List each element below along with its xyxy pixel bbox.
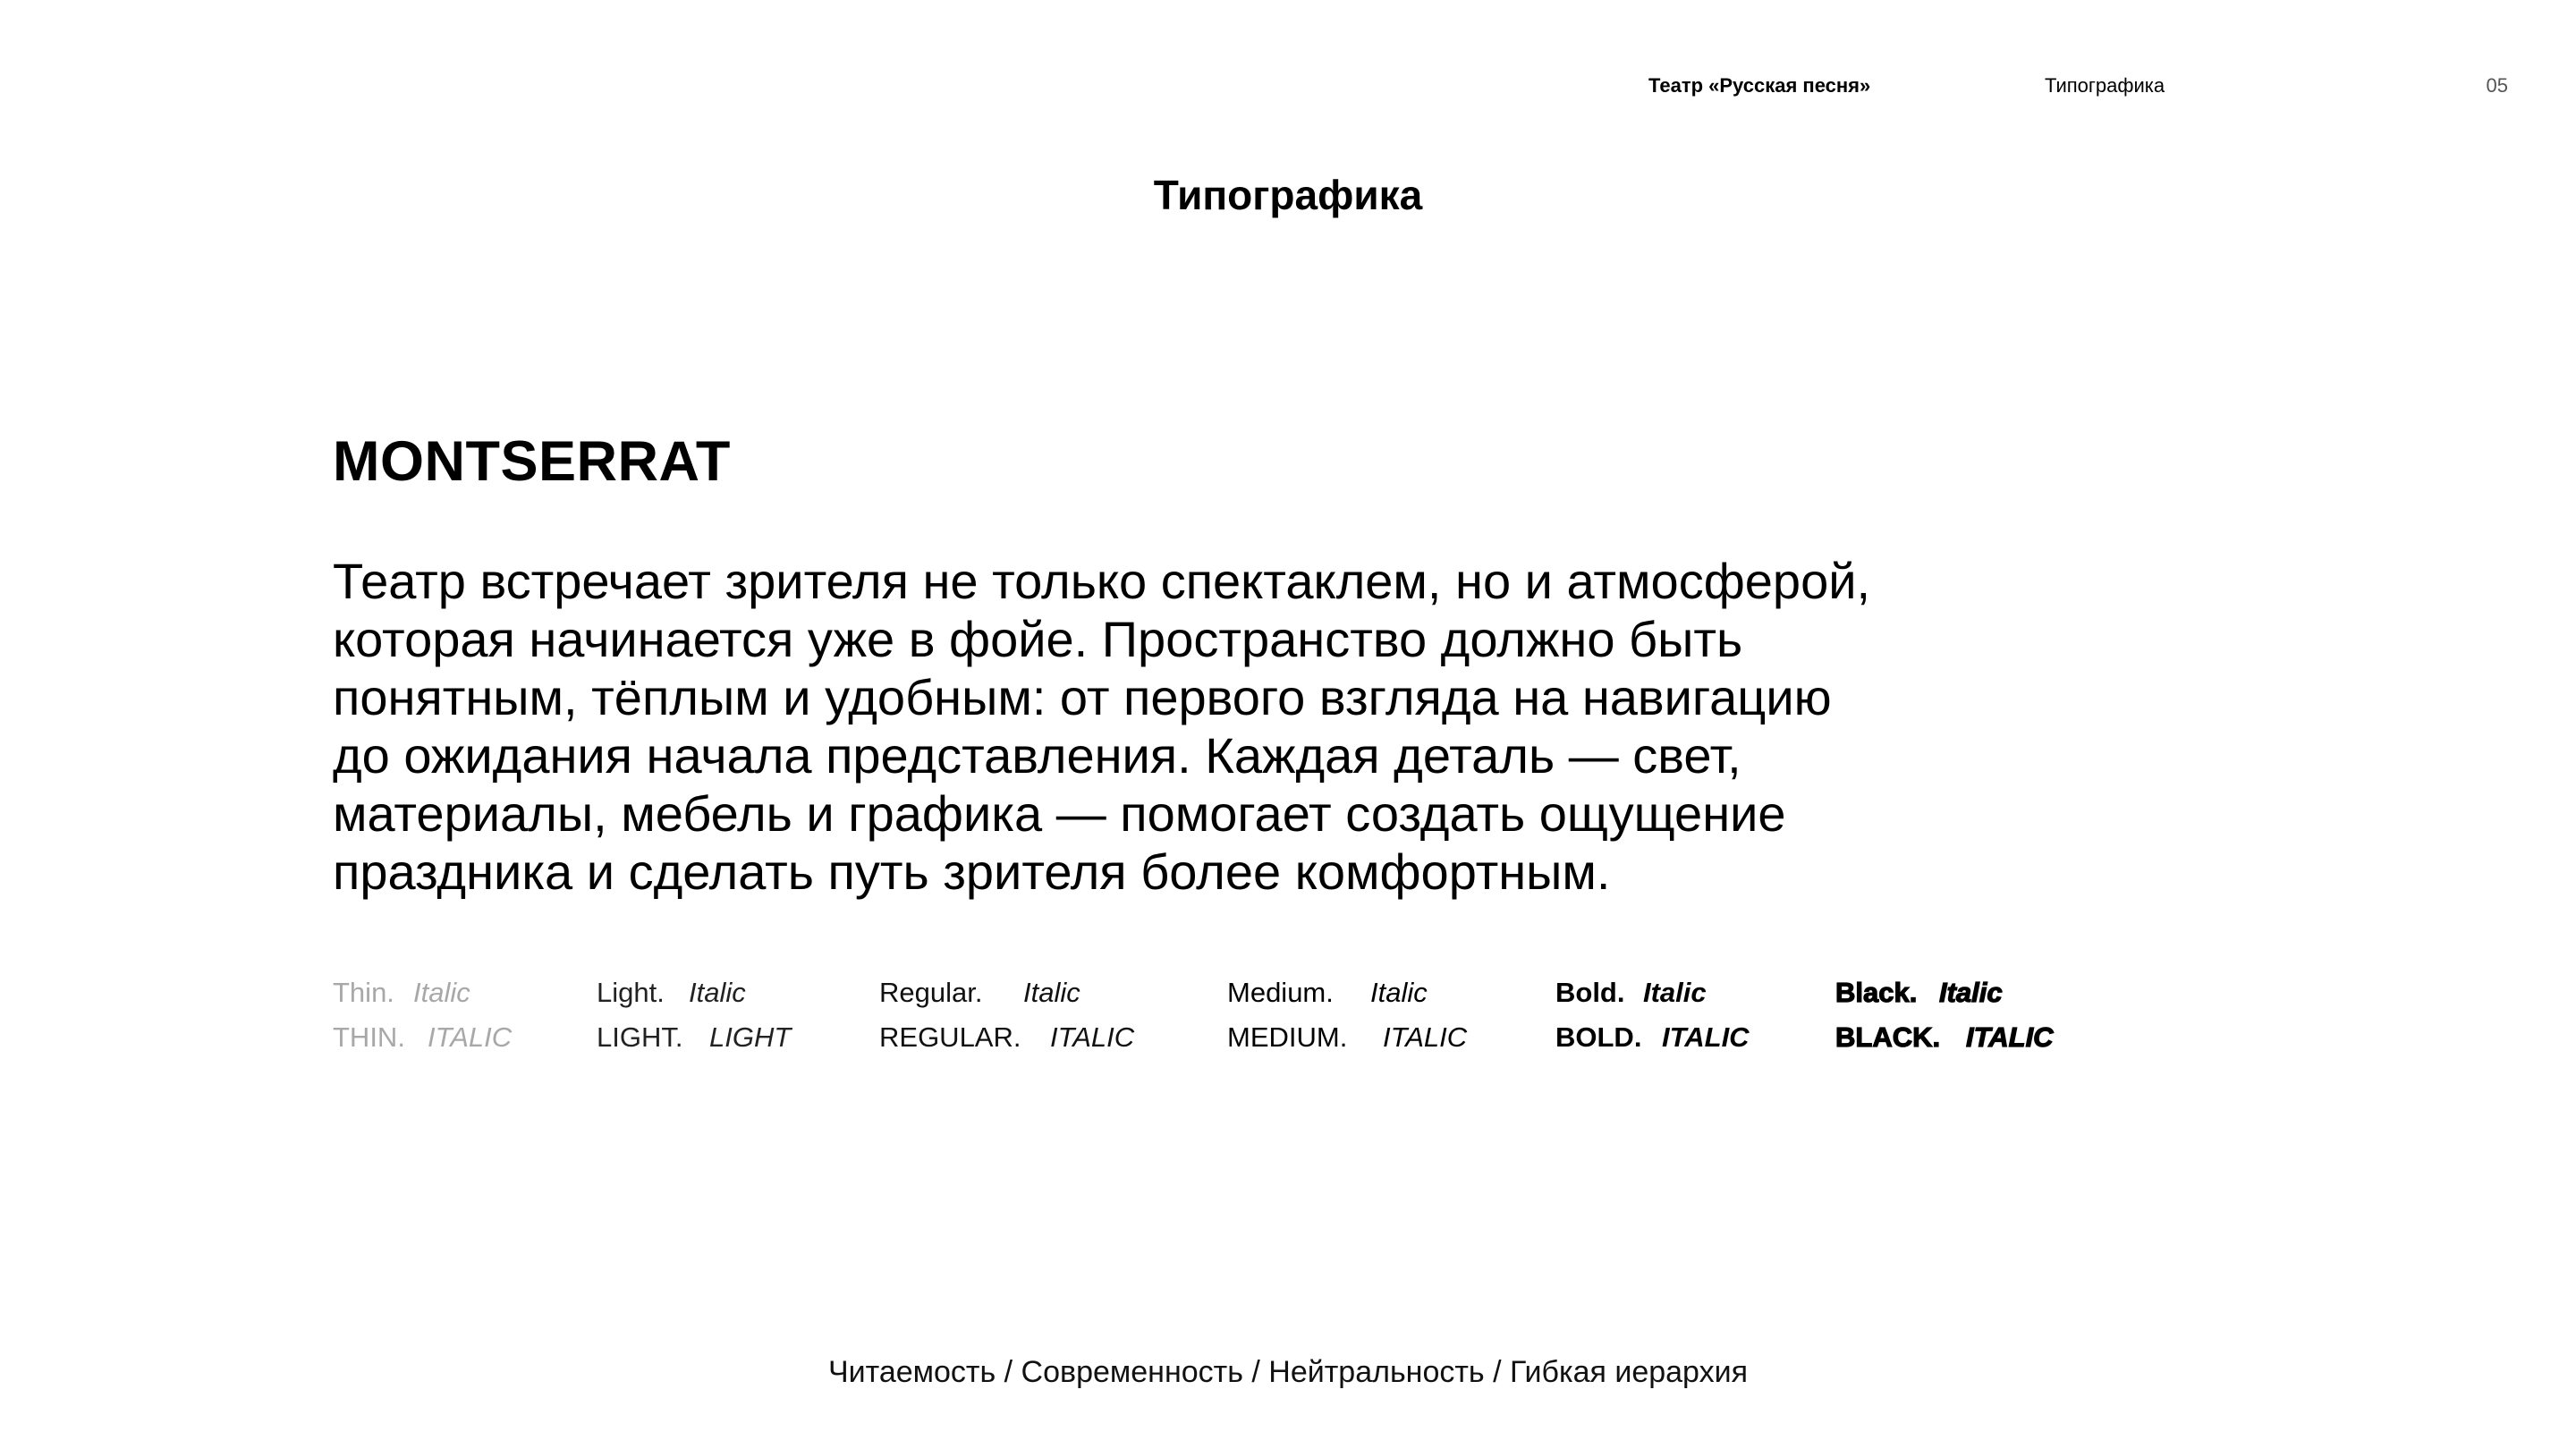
weight-bold-label: Bold. bbox=[1555, 977, 1625, 1008]
weight-medium-italic-label: Italic bbox=[1370, 977, 1428, 1008]
weight-medium-caps-label: MEDIUM. bbox=[1227, 1021, 1348, 1053]
header-section-label: Типографика bbox=[2045, 74, 2165, 97]
weight-specimen-row-mixedcase bbox=[0, 973, 2576, 1013]
page-number: 05 bbox=[2486, 74, 2508, 97]
weight-medium-caps-italic-label: ITALIC bbox=[1383, 1021, 1468, 1053]
weight-black-italic-label: Italic bbox=[1939, 977, 2003, 1008]
weight-black-caps-italic-label: ITALIC bbox=[1966, 1021, 2054, 1053]
weight-black-label: Black. bbox=[1835, 977, 1918, 1008]
paragraph-line: Театр встречает зрителя не только спектаклем, но и атмосферой, bbox=[333, 553, 1871, 609]
weight-thin-caps-italic-label: ITALIC bbox=[428, 1021, 513, 1053]
weight-light-italic-label: Italic bbox=[689, 977, 746, 1008]
weight-specimen-row-uppercase bbox=[0, 1018, 2576, 1057]
weight-light-caps-label: LIGHT. bbox=[597, 1021, 683, 1053]
weight-bold-italic-label: Italic bbox=[1643, 977, 1707, 1008]
weight-regular-italic-label: Italic bbox=[1023, 977, 1080, 1008]
slide-title: Типографика bbox=[1153, 172, 1423, 218]
weight-light-caps-italic-label: LIGHT bbox=[709, 1021, 792, 1053]
font-name-heading: MONTSERRAT bbox=[333, 430, 731, 493]
weight-regular-label: Regular. bbox=[879, 977, 983, 1008]
weight-bold-caps-label: BOLD. bbox=[1555, 1021, 1642, 1053]
weight-light-label: Light. bbox=[597, 977, 665, 1008]
weight-bold-caps-italic-label: ITALIC bbox=[1662, 1021, 1750, 1053]
weight-thin-caps-label: THIN. bbox=[333, 1021, 405, 1053]
paragraph-line: которая начинается уже в фойе. Пространство должно быть bbox=[333, 611, 1743, 667]
weight-regular-caps-label: REGULAR. bbox=[879, 1021, 1021, 1053]
weight-thin-italic-label: Italic bbox=[413, 977, 470, 1008]
paragraph-line: праздника и сделать путь зрителя более комфортным. bbox=[333, 843, 1611, 900]
font-qualities-tagline: Читаемость / Современность / Нейтральность / Гибкая иерархия bbox=[827, 1355, 1748, 1389]
paragraph-line: материалы, мебель и графика — помогает создать ощущение bbox=[333, 785, 1786, 842]
sample-paragraph bbox=[333, 552, 2140, 901]
header-brand: Театр «Русская песня» bbox=[1648, 74, 1871, 97]
weight-regular-caps-italic-label: ITALIC bbox=[1050, 1021, 1135, 1053]
weight-medium-label: Medium. bbox=[1227, 977, 1334, 1008]
weight-thin-label: Thin. bbox=[333, 977, 394, 1008]
paragraph-line: до ожидания начала представления. Каждая деталь — свет, bbox=[333, 727, 1741, 784]
paragraph-line: понятным, тёплым и удобным: от первого взгляда на навигацию bbox=[333, 669, 1832, 725]
weight-black-caps-label: BLACK. bbox=[1835, 1021, 1941, 1053]
